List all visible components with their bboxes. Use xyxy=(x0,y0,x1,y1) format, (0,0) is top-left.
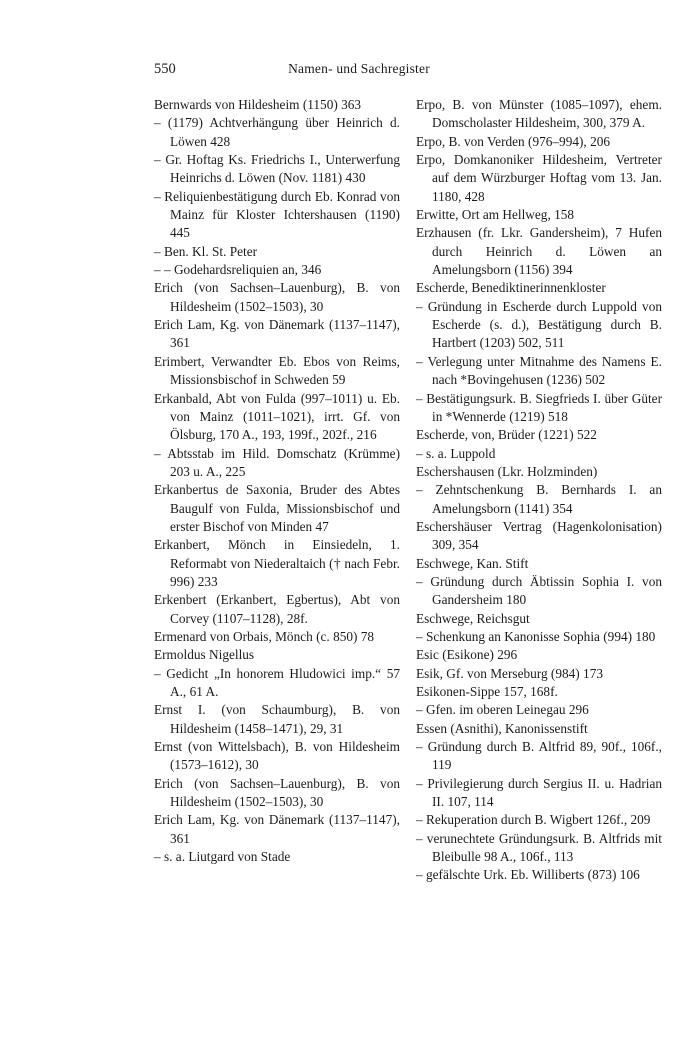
index-column-left xyxy=(154,96,400,866)
index-entry: – Gr. Hoftag Ks. Friedrichs I., Unterwerfung Heinrichs d. Löwen (Nov. 1181) 430 xyxy=(154,152,400,186)
index-entry: Erkenbert (Erkanbert, Egbertus), Abt von Corvey (1107–1128), 28f. xyxy=(154,592,400,626)
index-entry: – Gründung durch B. Altfrid 89, 90f., 106f., 119 xyxy=(416,739,662,773)
index-entry: Esic (Esikone) 296 xyxy=(416,647,518,663)
index-entry: Erkanbert, Mönch in Einsiedeln, 1. Reformabt von Niederaltaich († nach Febr. 996) 233 xyxy=(154,537,400,589)
index-entry: Erimbert, Verwandter Eb. Ebos von Reims, Missionsbischof in Schweden 59 xyxy=(154,353,400,388)
index-entry: – Privilegierung durch Sergius II. u. Hadrian II. 107, 114 xyxy=(416,775,662,810)
index-entry: Ernst (von Wittelsbach), B. von Hildesheim (1573–1612), 30 xyxy=(154,739,400,773)
index-entry: Erich Lam, Kg. von Dänemark (1137–1147), 361 xyxy=(154,317,400,351)
index-entry: Erich Lam, Kg. von Dänemark (1137–1147), 361 xyxy=(154,812,400,846)
index-entry: – gefälschte Urk. Eb. Williberts (873) 106 xyxy=(416,867,640,883)
index-entry: Erzhausen (fr. Lkr. Gandersheim), 7 Hufen durch Heinrich d. Löwen an Amelungsborn (1156) 394 xyxy=(416,225,662,278)
index-entry: – Gründung in Escherde durch Luppold von Escherde (s. d.), Bestätigung durch B. Hartbert (1203) 502, 511 xyxy=(416,298,662,351)
index-entry: Erich (von Sachsen–Lauenburg), B. von Hildesheim (1502–1503), 30 xyxy=(154,280,400,314)
index-entry: – (1179) Achtverhängung über Heinrich d. Löwen 428 xyxy=(154,115,400,149)
index-entry: – Schenkung an Kanonisse Sophia (994) 180 xyxy=(416,628,656,644)
index-entry: Ermenard von Orbais, Mönch (c. 850) 78 xyxy=(154,628,375,644)
index-entry: Erkanbertus de Saxonia, Bruder des Abtes Baugulf von Fulda, Missionsbischof und erster Bischof von Minden 47 xyxy=(154,482,400,534)
index-entry: Erkanbald, Abt von Fulda (997–1011) u. Eb. von Mainz (1011–1021), irrt. Gf. von Ölsburg, 170 A., 193, 199f., 202f., 216 xyxy=(154,390,400,443)
index-entry: – verunechtete Gründungsurk. B. Altfrids mit Bleibulle 98 A., 106f., 113 xyxy=(416,830,662,865)
running-head: Namen- und Sachregister xyxy=(288,61,430,76)
index-entry: Eschwege, Reichsgut xyxy=(416,610,530,626)
index-entry: – Reliquienbestätigung durch Eb. Konrad von Mainz für Kloster Ichtershausen (1190) 445 xyxy=(154,188,400,241)
index-entry: – s. a. Liutgard von Stade xyxy=(154,849,291,865)
index-entry: – Gedicht „In honorem Hludowici imp.“ 57 A., 61 A. xyxy=(154,665,400,699)
index-entry: Esik, Gf. von Merseburg (984) 173 xyxy=(416,665,603,681)
index-entry: Escherde, von, Brüder (1221) 522 xyxy=(416,427,597,443)
index-entry: – Abtsstab im Hild. Domschatz (Krümme) 203 u. A., 225 xyxy=(154,445,400,479)
index-entry: Erich (von Sachsen–Lauenburg), B. von Hildesheim (1502–1503), 30 xyxy=(154,775,400,810)
index-entry: – Gründung durch Äbtissin Sophia I. von Gandersheim 180 xyxy=(416,573,662,608)
index-entry: Bernwards von Hildesheim (1150) 363 xyxy=(154,97,362,112)
index-entry: Erwitte, Ort am Hellweg, 158 xyxy=(416,207,575,223)
index-entry: Escherde, Benediktinerinnenkloster xyxy=(416,280,606,296)
index-entry: Eschershausen (Lkr. Holzminden) xyxy=(416,463,598,479)
index-entry: – Ben. Kl. St. Peter xyxy=(154,243,258,259)
page-header xyxy=(154,61,564,81)
index-entry: – Verlegung unter Mitnahme des Namens E. nach *Bovingehusen (1236) 502 xyxy=(416,353,662,388)
index-entry: – Gfen. im oberen Leinegau 296 xyxy=(416,702,589,718)
page-number: 550 xyxy=(154,61,176,77)
index-column-right xyxy=(416,96,662,885)
index-entry: Ernst I. (von Schaumburg), B. von Hildesheim (1458–1471), 29, 31 xyxy=(154,702,400,736)
index-entry: Erpo, B. von Münster (1085–1097), ehem. Domscholaster Hildesheim, 300, 379 A. xyxy=(416,97,662,131)
index-entry: Ermoldus Nigellus xyxy=(154,647,255,663)
index-entry: – Zehntschenkung B. Bernhards I. an Amelungsborn (1141) 354 xyxy=(416,482,662,516)
index-entry: – s. a. Luppold xyxy=(416,445,496,461)
index-entry: Essen (Asnithi), Kanonissenstift xyxy=(416,720,588,736)
index-entry: Eschershäuser Vertrag (Hagenkolonisation) 309, 354 xyxy=(416,518,662,553)
index-entry: Esikonen-Sippe 157, 168f. xyxy=(416,684,558,699)
index-entry: – – Godehardsreliquien an, 346 xyxy=(154,262,322,278)
index-entry: – Rekuperation durch B. Wigbert 126f., 209 xyxy=(416,812,651,828)
index-entry: Erpo, B. von Verden (976–994), 206 xyxy=(416,133,611,149)
index-entry: – Bestätigungsurk. B. Siegfrieds I. über Güter in *Wennerde (1219) 518 xyxy=(416,390,662,424)
index-entry: Eschwege, Kan. Stift xyxy=(416,555,529,571)
index-entry: Erpo, Domkanoniker Hildesheim, Vertreter auf dem Würzburger Hoftag vom 13. Jan. 1180, 428 xyxy=(416,152,662,204)
